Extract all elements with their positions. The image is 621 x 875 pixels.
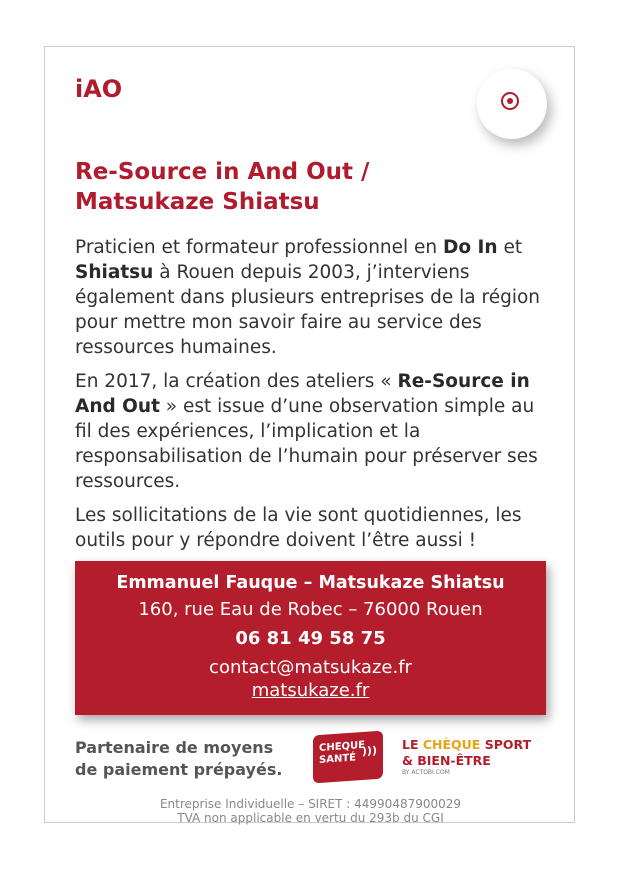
cheque-sante-line-1: CHEQUE [319, 739, 365, 755]
page-title [75, 157, 495, 217]
contactless-icon: ))) [361, 743, 377, 759]
p2-text-2: » est issue d’une observation simple au fil des expériences, l’implication et la responsabilisation de l’humain pour préserver ses ressources. [75, 396, 538, 492]
website-link[interactable]: matsukaze.fr [251, 680, 370, 701]
partner-line-1: Partenaire de moyens [75, 738, 274, 757]
paragraph-1 [75, 235, 550, 360]
target-icon [501, 92, 519, 110]
brand-logo-text: iAO [75, 75, 123, 103]
cheque-sante-line-2: SANTÉ [319, 752, 356, 767]
contact-box [75, 561, 546, 715]
p2-bold-resource: Re-Source in And Out [75, 371, 530, 417]
cheque-sport-line-2: & BIEN-ÊTRE [402, 753, 491, 768]
info-card [44, 46, 575, 823]
legal-tva: TVA non applicable en vertu du 293b du CGI [177, 811, 444, 825]
partner-text [75, 737, 282, 781]
title-line-2: Matsukaze Shiatsu [75, 189, 320, 215]
target-button[interactable] [477, 69, 547, 139]
paragraph-3: Les sollicitations de la vie sont quotidiennes, les outils pour y répondre doivent l’être aussi ! [75, 505, 522, 551]
paragraph-2 [75, 369, 550, 494]
contact-name: Emmanuel Fauque – Matsukaze Shiatsu [116, 573, 505, 593]
partner-line-2: de paiement prépayés. [75, 760, 283, 779]
title-line-1: Re-Source in And Out / [75, 159, 370, 185]
contact-email[interactable]: contact@matsukaze.fr [209, 657, 412, 678]
cheque-sante-logo [313, 731, 383, 784]
contact-phone[interactable]: 06 81 49 58 75 [235, 628, 386, 649]
contact-address: 160, rue Eau de Robec – 76000 Rouen [138, 599, 483, 620]
legal-siret: Entreprise Individuelle – SIRET : 44990487900029 [159, 797, 462, 811]
p2-text-1: En 2017, la création des ateliers « [75, 371, 398, 392]
p1-text-3: à Rouen depuis 2003, j’interviens également dans plusieurs entreprises de la région pour mettre mon savoir faire au service des ressources humaines. [75, 262, 541, 358]
p1-text-2: et [497, 237, 523, 258]
p1-bold-shiatsu: Shiatsu [75, 262, 154, 283]
p1-bold-do-in: Do In [443, 237, 498, 258]
p1-text-1: Praticien et formateur professionnel en [75, 237, 444, 258]
cheque-sport-logo [402, 737, 550, 781]
description [75, 235, 550, 562]
cheque-sport-line-1: LE CHÈQUE SPORT [402, 737, 532, 752]
cheque-sport-sub: BY ACTOBI.COM [402, 769, 450, 776]
